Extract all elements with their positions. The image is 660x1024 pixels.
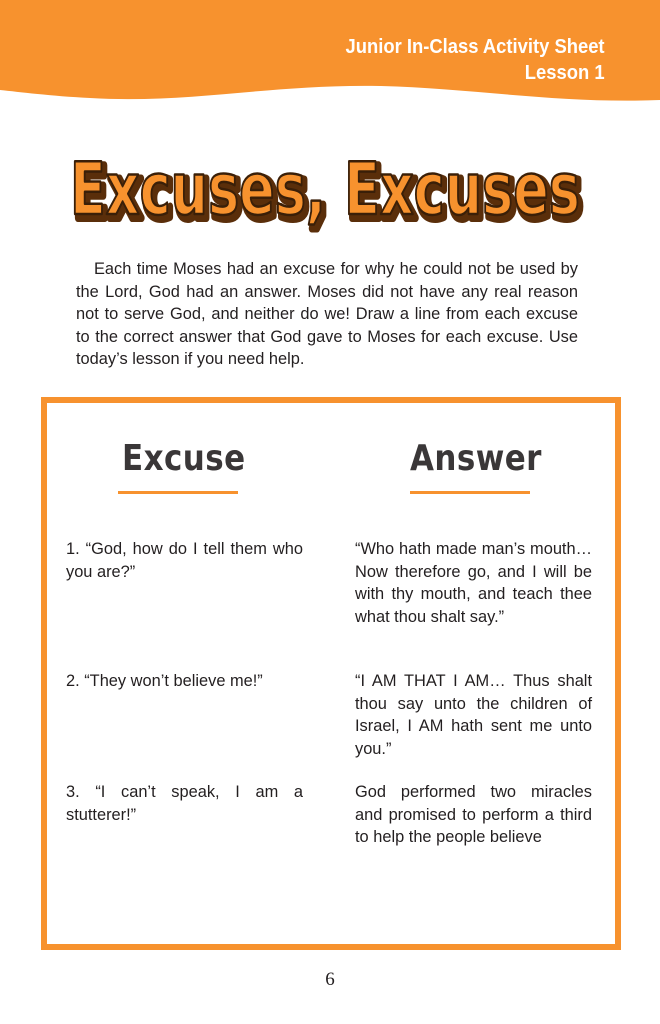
- page-title-shadow: Excuses, Excuses: [73, 151, 583, 235]
- answer-item-1[interactable]: “Who hath made man’s mouth…Now therefore go, and I will be with thy mouth, and teach thee what thou shalt say.”: [355, 540, 592, 626]
- excuse-heading: Excuse: [122, 438, 246, 479]
- answer-heading-underline: [410, 491, 530, 494]
- excuse-item-3[interactable]: 3. “I can’t speak, I am a stutterer!”: [66, 783, 303, 824]
- answer-item-3[interactable]: God performed two miracles and promised to perform a third to help the people believe: [355, 783, 592, 846]
- header-text: [346, 34, 605, 86]
- excuse-item-1[interactable]: 1. “God, how do I tell them who you are?”: [66, 540, 303, 581]
- page-title: Excuses, Excuses: [70, 147, 580, 231]
- excuse-item-2[interactable]: 2. “They won’t believe me!”: [66, 672, 263, 690]
- page-title-wrap: [0, 138, 660, 238]
- sheet-title: Junior In-Class Activity Sheet: [345, 36, 605, 58]
- intro-paragraph: Each time Moses had an excuse for why he could not be used by the Lord, God had an answer. Moses did not have any real reason not to serve God, and neither do we! Draw a line from each excuse to the correct answer that God gave to Moses for each excuse. Use today’s lesson if you need help.: [76, 260, 578, 368]
- lesson-label: Lesson 1: [525, 62, 605, 84]
- answer-heading: Answer: [410, 438, 542, 479]
- page-number: 6: [325, 969, 335, 990]
- answer-item-2[interactable]: “I AM THAT I AM… Thus shalt thou say unto the children of Israel, I AM hath sent me unto you.”: [355, 672, 592, 758]
- excuse-heading-underline: [118, 491, 238, 494]
